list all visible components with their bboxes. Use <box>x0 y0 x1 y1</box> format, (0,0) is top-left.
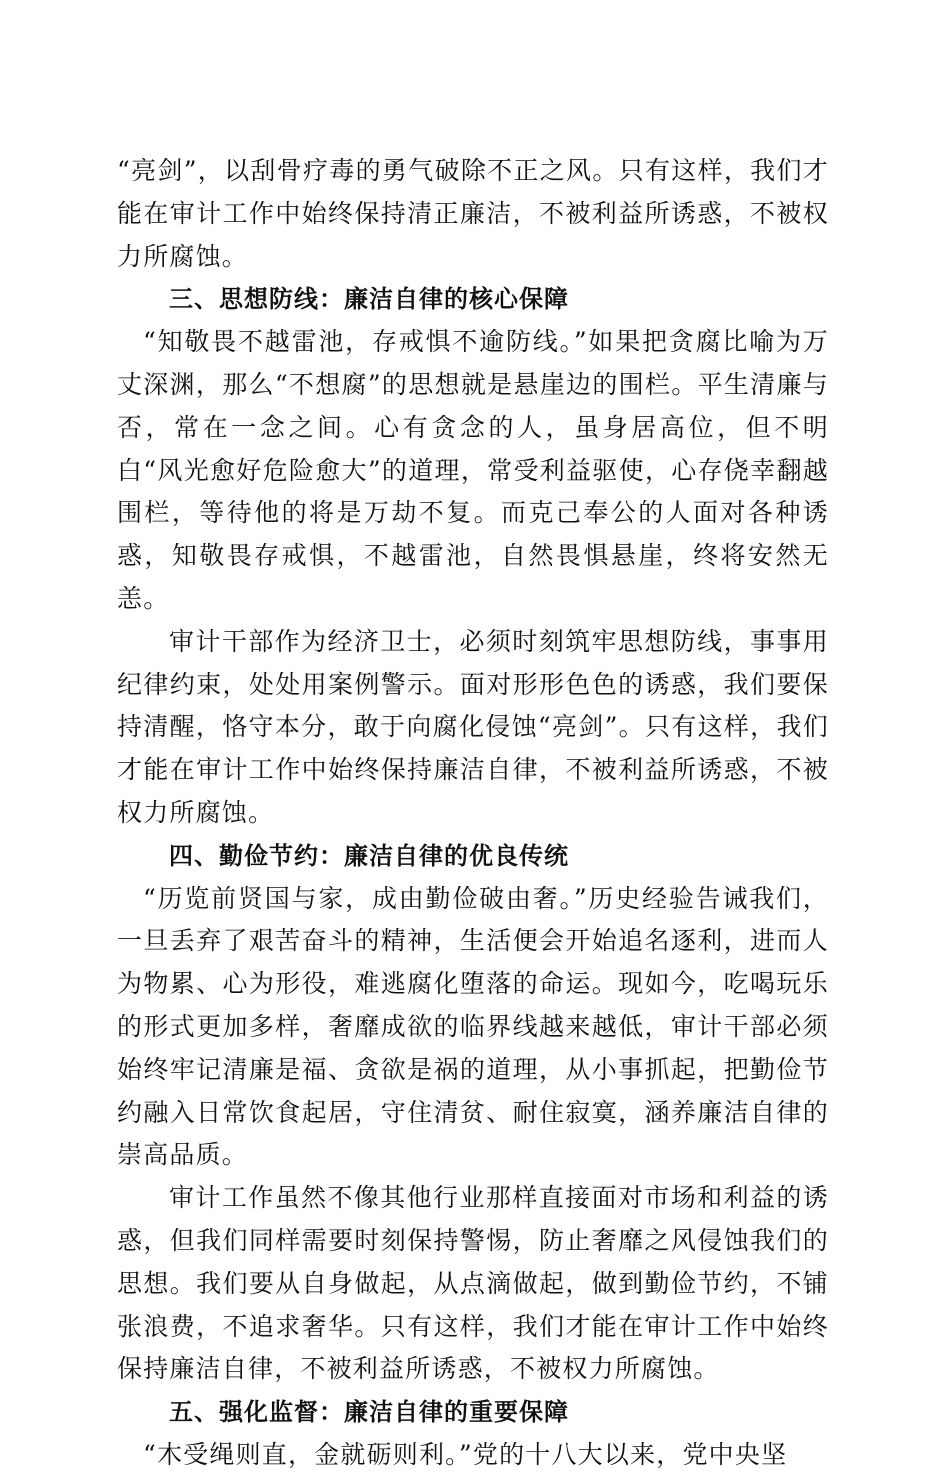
paragraph-section5-quote: “木受绳则直，金就砺则利。”党的十八大以来，党中央坚 <box>143 1439 788 1469</box>
section-heading-5: 五、强化监督：廉洁自律的重要保障 <box>169 1398 569 1427</box>
section-heading-4: 四、勤俭节约：廉洁自律的优良传统 <box>169 841 569 870</box>
paragraph-section3-quote: “知敬畏不越雷池，存戒惧不逾防线。”如果把贪腐比喻为万丈深渊，那么“不想腐”的思想就是悬崖边的围栏。平生清廉与否，常在一念之间。心有贪念的人，虽身居高位，但不明白“风光愈好危险愈大”的道理，常受利益驱使，心存侥幸翻越围栏，等待他的将是万劫不复。而克己奉公的人面对各种诱惑，知敬畏存戒惧，不越雷池，自然畏惧悬崖，终将安然无恙。 <box>117 327 829 613</box>
paragraph-section4-body: 审计工作虽然不像其他行业那样直接面对市场和利益的诱惑，但我们同样需要时刻保持警惕，防止奢靡之风侵蚀我们的思想。我们要从自身做起，从点滴做起，做到勤俭节约，不铺张浪费，不追求奢华。只有这样，我们才能在审计工作中始终保持廉洁自律，不被利益所诱惑，不被权力所腐蚀。 <box>117 1183 829 1384</box>
paragraph-section4-quote: “历览前贤国与家，成由勤俭破由奢。”历史经验告诫我们，一旦丢弃了艰苦奋斗的精神，生活便会开始追名逐利，进而人为物累、心为形役，难逃腐化堕落的命运。现如今，吃喝玩乐的形式更加多样，奢靡成欲的临界线越来越低，审计干部必须始终牢记清廉是福、贪欲是祸的道理，从小事抓起，把勤俭节约融入日常饮食起居，守住清贫、耐住寂寞，涵养廉洁自律的崇高品质。 <box>117 883 829 1170</box>
paragraph-continuation: “亮剑”，以刮骨疗毒的勇气破除不正之风。只有这样，我们才能在审计工作中始终保持清正廉洁，不被利益所诱惑，不被权力所腐蚀。 <box>117 156 829 271</box>
section-heading-3: 三、思想防线：廉洁自律的核心保障 <box>169 285 569 314</box>
document-body <box>117 150 829 1477</box>
paragraph-section3-body: 审计干部作为经济卫士，必须时刻筑牢思想防线，事事用纪律约束，处处用案例警示。面对形形色色的诱惑，我们要保持清醒，恪守本分，敢于向腐化侵蚀“亮剑”。只有这样，我们才能在审计工作中始终保持廉洁自律，不被利益所诱惑，不被权力所腐蚀。 <box>117 626 829 827</box>
